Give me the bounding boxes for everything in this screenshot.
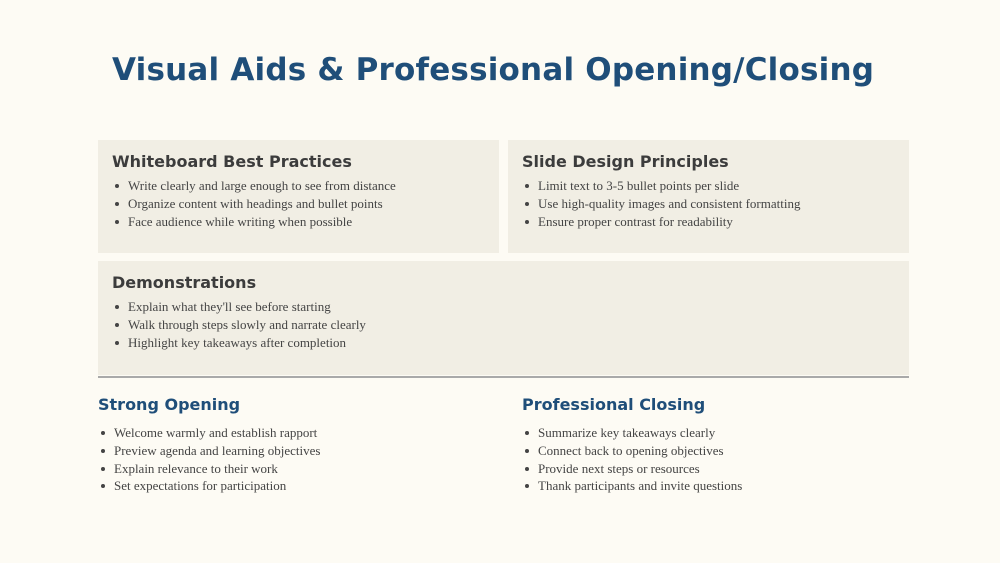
list-item: Highlight key takeaways after completion <box>112 334 895 352</box>
demonstrations-list <box>112 298 895 351</box>
strong-opening-list <box>98 424 488 495</box>
list-item: Write clearly and large enough to see from distance <box>112 177 485 195</box>
strong-opening-section <box>98 395 488 495</box>
list-item: Welcome warmly and establish rapport <box>98 424 488 442</box>
list-item: Use high-quality images and consistent formatting <box>522 195 895 213</box>
list-item: Preview agenda and learning objectives <box>98 442 488 460</box>
professional-closing-section <box>522 395 912 495</box>
slides-list <box>522 177 895 230</box>
list-item: Limit text to 3-5 bullet points per slide <box>522 177 895 195</box>
list-item: Summarize key takeaways clearly <box>522 424 912 442</box>
list-item: Set expectations for participation <box>98 477 488 495</box>
strong-opening-heading: Strong Opening <box>98 395 241 414</box>
list-item: Ensure proper contrast for readability <box>522 213 895 231</box>
list-item: Provide next steps or resources <box>522 460 912 478</box>
demonstrations-card <box>98 261 909 375</box>
section-divider <box>98 376 909 378</box>
list-item: Thank participants and invite questions <box>522 477 912 495</box>
list-item: Face audience while writing when possible <box>112 213 485 231</box>
list-item: Explain relevance to their work <box>98 460 488 478</box>
slides-card <box>508 140 909 253</box>
professional-closing-heading: Professional Closing <box>522 395 706 414</box>
whiteboard-card <box>98 140 499 253</box>
whiteboard-heading: Whiteboard Best Practices <box>112 152 352 171</box>
list-item: Walk through steps slowly and narrate clearly <box>112 316 895 334</box>
demonstrations-heading: Demonstrations <box>112 273 257 292</box>
list-item: Explain what they'll see before starting <box>112 298 895 316</box>
list-item: Organize content with headings and bullet points <box>112 195 485 213</box>
whiteboard-list <box>112 177 485 230</box>
list-item: Connect back to opening objectives <box>522 442 912 460</box>
page-title: Visual Aids & Professional Opening/Closing <box>112 52 875 88</box>
professional-closing-list <box>522 424 912 495</box>
slides-heading: Slide Design Principles <box>522 152 729 171</box>
